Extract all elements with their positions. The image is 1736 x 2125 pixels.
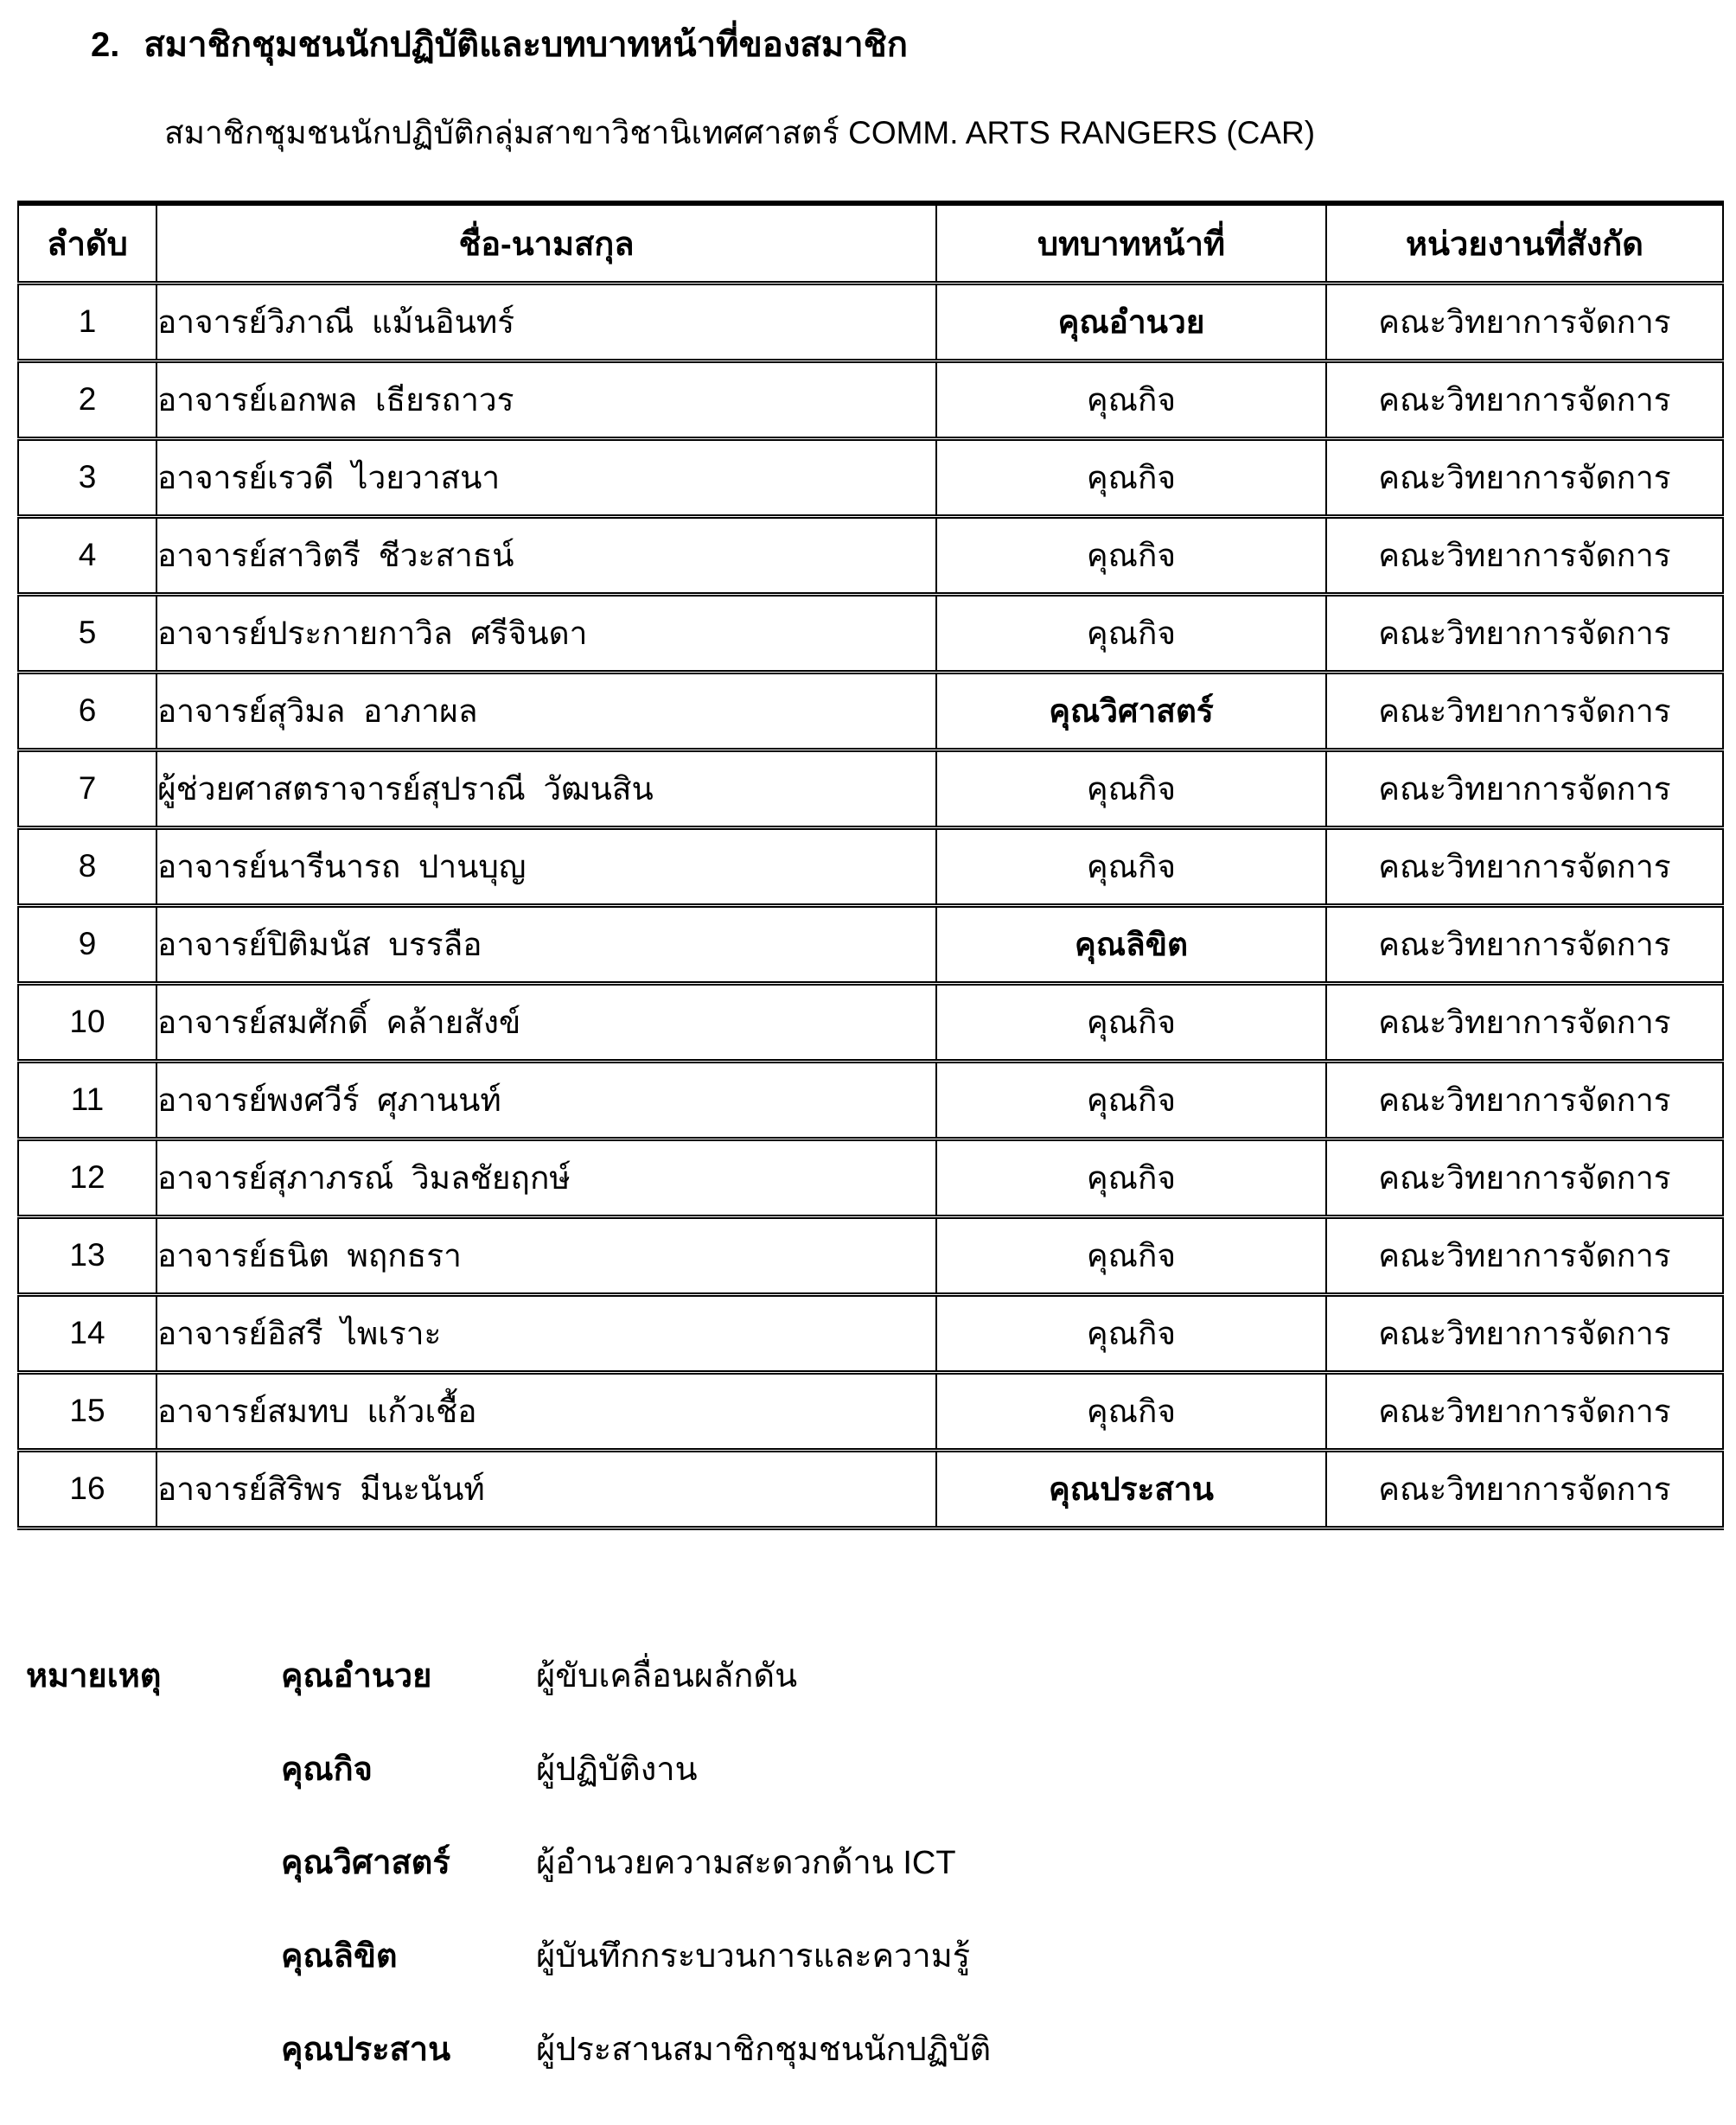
section-title: สมาชิกชุมชนนักปฏิบัติและบทบาทหน้าที่ของสมาชิก [144,26,908,64]
cell-unit: คณะวิทยาการจัดการ [1326,1372,1723,1450]
cell-name: อาจารย์สมทบ แก้วเชื้อ [156,1372,936,1450]
cell-name: อาจารย์นารีนารถ ปานบุญ [156,827,936,905]
cell-order: 5 [18,594,156,672]
cell-name: อาจารย์ปิติมนัส บรรลือ [156,905,936,983]
notes-section [26,1656,1736,2074]
cell-order: 9 [18,905,156,983]
cell-role: คุณกิจ [936,1139,1326,1216]
cell-unit: คณะวิทยาการจัดการ [1326,672,1723,750]
cell-name: อาจารย์สุวิมล อาภาผล [156,672,936,750]
note-term: คุณอำนวย [281,1657,432,1694]
cell-unit: คณะวิทยาการจัดการ [1326,983,1723,1061]
table-row [18,516,1723,594]
cell-role: คุณกิจ [936,594,1326,672]
note-definition: ผู้ปฏิบัติงาน [536,1751,698,1788]
cell-unit: คณะวิทยาการจัดการ [1326,361,1723,438]
table-subtitle: สมาชิกชุมชนนักปฏิบัติกลุ่มสาขาวิชานิเทศศาสตร์ COMM. ARTS RANGERS (CAR) [164,115,1316,150]
note-definition: ผู้ประสานสมาชิกชุมชนนักปฏิบัติ [536,2031,992,2068]
cell-unit: คณะวิทยาการจัดการ [1326,1216,1723,1294]
note-definition: ผู้บันทึกกระบวนการและความรู้ [536,1937,971,1975]
cell-order: 1 [18,283,156,361]
cell-role: คุณกิจ [936,1294,1326,1372]
column-header-role: บทบาทหน้าที่ [936,203,1326,283]
note-row [26,2029,1736,2074]
cell-unit: คณะวิทยาการจัดการ [1326,1450,1723,1528]
cell-name: อาจารย์สิริพร มีนะนันท์ [156,1450,936,1528]
cell-order: 14 [18,1294,156,1372]
cell-order: 13 [18,1216,156,1294]
note-definition: ผู้ขับเคลื่อนผลักดัน [536,1657,798,1694]
cell-unit: คณะวิทยาการจัดการ [1326,438,1723,516]
column-header-order: ลำดับ [18,203,156,283]
cell-name: ผู้ช่วยศาสตราจารย์สุปราณี วัฒนสิน [156,750,936,827]
table-row [18,983,1723,1061]
table-row [18,750,1723,827]
cell-unit: คณะวิทยาการจัดการ [1326,1294,1723,1372]
notes-label: หมายเหตุ [26,1657,162,1694]
column-header-name: ชื่อ-นามสกุล [156,203,936,283]
table-row [18,1061,1723,1139]
cell-role: คุณกิจ [936,827,1326,905]
cell-role: คุณวิศาสตร์ [936,672,1326,750]
table-header-row [18,203,1723,283]
cell-unit: คณะวิทยาการจัดการ [1326,827,1723,905]
table-row [18,905,1723,983]
note-term: คุณประสาน [281,2031,451,2068]
cell-name: อาจารย์สุภาภรณ์ วิมลชัยฤกษ์ [156,1139,936,1216]
members-table [17,201,1724,1530]
note-row [26,1936,1736,1981]
table-row [18,1372,1723,1450]
note-term: คุณลิขิต [281,1937,398,1975]
table-row [18,827,1723,905]
cell-name: อาจารย์ธนิต พฤกธรา [156,1216,936,1294]
cell-unit: คณะวิทยาการจัดการ [1326,283,1723,361]
cell-order: 11 [18,1061,156,1139]
cell-unit: คณะวิทยาการจัดการ [1326,750,1723,827]
cell-order: 16 [18,1450,156,1528]
cell-role: คุณกิจ [936,1372,1326,1450]
table-row [18,1294,1723,1372]
cell-unit: คณะวิทยาการจัดการ [1326,1139,1723,1216]
cell-name: อาจารย์พงศวีร์ ศุภานนท์ [156,1061,936,1139]
table-row [18,361,1723,438]
cell-name: อาจารย์สาวิตรี ชีวะสาธน์ [156,516,936,594]
cell-unit: คณะวิทยาการจัดการ [1326,905,1723,983]
note-row [26,1656,1736,1701]
document-page [0,24,1736,2074]
table-row [18,1450,1723,1528]
cell-name: อาจารย์อิสรี ไพเราะ [156,1294,936,1372]
cell-order: 15 [18,1372,156,1450]
cell-order: 4 [18,516,156,594]
cell-role: คุณประสาน [936,1450,1326,1528]
note-row [26,1749,1736,1794]
cell-role: คุณกิจ [936,750,1326,827]
cell-name: อาจารย์วิภาณี แม้นอินทร์ [156,283,936,361]
cell-unit: คณะวิทยาการจัดการ [1326,1061,1723,1139]
section-heading [91,24,1736,66]
table-row [18,594,1723,672]
cell-name: อาจารย์ประกายกาวิล ศรีจินดา [156,594,936,672]
note-definition: ผู้อำนวยความสะดวกด้าน ICT [536,1844,956,1881]
cell-order: 6 [18,672,156,750]
cell-role: คุณกิจ [936,1061,1326,1139]
cell-role: คุณลิขิต [936,905,1326,983]
cell-name: อาจารย์สมศักดิ์ คล้ายสังข์ [156,983,936,1061]
column-header-unit: หน่วยงานที่สังกัด [1326,203,1723,283]
cell-order: 3 [18,438,156,516]
table-row [18,1139,1723,1216]
note-row [26,1842,1736,1887]
cell-order: 8 [18,827,156,905]
section-number: 2. [91,26,120,64]
table-row [18,283,1723,361]
cell-role: คุณกิจ [936,516,1326,594]
table-row [18,438,1723,516]
cell-role: คุณกิจ [936,438,1326,516]
cell-unit: คณะวิทยาการจัดการ [1326,516,1723,594]
cell-role: คุณกิจ [936,983,1326,1061]
cell-role: คุณกิจ [936,361,1326,438]
cell-name: อาจารย์เรวดี ไวยวาสนา [156,438,936,516]
cell-name: อาจารย์เอกพล เธียรถาวร [156,361,936,438]
note-term: คุณกิจ [281,1751,373,1788]
cell-unit: คณะวิทยาการจัดการ [1326,594,1723,672]
cell-order: 2 [18,361,156,438]
cell-role: คุณกิจ [936,1216,1326,1294]
table-row [18,672,1723,750]
cell-order: 7 [18,750,156,827]
cell-order: 10 [18,983,156,1061]
note-term: คุณวิศาสตร์ [281,1844,450,1881]
table-row [18,1216,1723,1294]
cell-order: 12 [18,1139,156,1216]
cell-role: คุณอำนวย [936,283,1326,361]
